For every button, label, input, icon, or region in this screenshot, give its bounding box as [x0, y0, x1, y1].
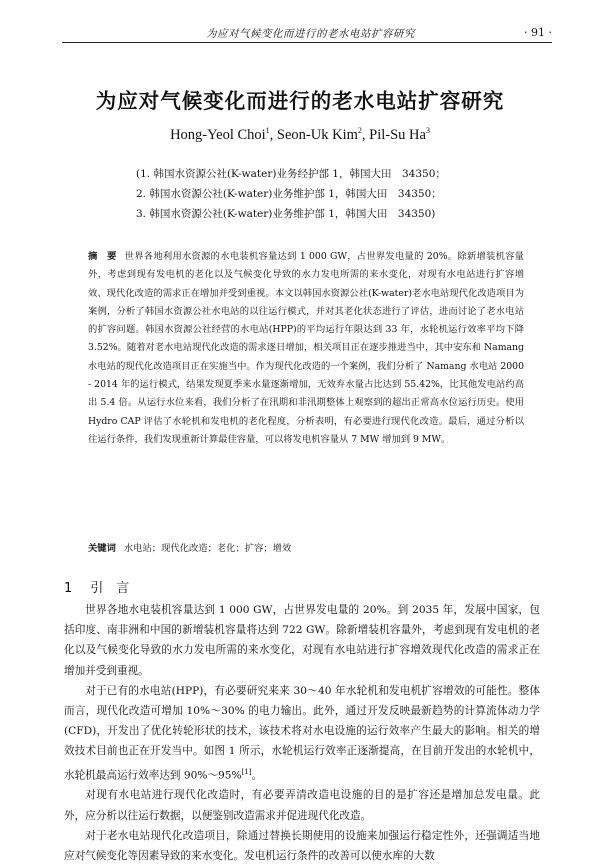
running-title: 为应对气候变化而进行的老水电站扩容研究 — [206, 28, 415, 40]
abstract-text: 世界各地利用水资源的水电装机容量达到 1 000 GW，占世界发电量的 20%。除新增装机容量外，考虑到现有发电机的老化以及气候变化导致的水力发电所需的来水变化，对现有水电站进行扩容增效、现代化改造的需求正在增加并受到重视。本文以韩国水资源公社(K-water)老水电站现代化改造项目为案例，分析了韩国水资源公社水电站的以往运行模式，并对其老化状态进行了评估，进而讨论了老水电站的扩容问题。韩国水资源公社经营的水电站(HPP)的平均运行年限达到 33 年，水轮机运行效率平均下降 3.52%。随着对老水电站现代化改造的需求逐日增加，相关项目正在逐步推进当中，其中安东和 Namang 水电站的现代化改造项目正在实施当中。作为现代化改造的一个案例，我们分析了 Namang 水电站 2000 - 2014 年的运行模式，结果发现夏季来水量逐渐增加，无效弃水量占比达到 55.42%，比其他发电站约高出 5.4 倍。从运行水位来看，我们分析了在汛期和非汛期整体上观察到的超出正常高水位运行历史。使用 Hydro CAP 评估了水轮机和发电机的老化程度，分析表明，有必要进行现代化改造。最后，通过分析以往运行条件，我们发现重新计算最佳容量，可以将发电机容量从 7 MW 增加到 9 MW。 — [88, 251, 524, 445]
affiliation-2: 2. 韩国水资源公社(K-water)业务维护部 1，韩国大田 34350； — [136, 188, 442, 200]
affiliation-3: 3. 韩国水资源公社(K-water)业务维护部 1，韩国大田 34350) — [136, 208, 436, 220]
author-sup: 3 — [425, 126, 430, 135]
keywords-text: 水电站；现代化改造；老化；扩容；增效 — [123, 543, 292, 554]
citation-ref[interactable]: [1] — [241, 767, 252, 776]
paragraph-3: 对现有水电站进行现代化改造时，有必要弄清改造电设施的目的是扩容还是增加总发电量。此外，应分析以往运行数据，以便鉴别改造需求并促进现代化改造。 — [64, 789, 540, 822]
paragraph-2 — [64, 681, 540, 786]
keywords-label: 关键词 — [88, 543, 116, 554]
author-line: Hong-Yeol Choi$^1$, Seon-Uk Kim$^2$, Pil-Su Ha$^3$ — [170, 126, 430, 143]
body-text — [64, 600, 540, 866]
paragraph-1: 世界各地水电装机容量达到 1 000 GW，占世界发电量的 20%。到 2035 年，发展中国家，包括印度、南非洲和中国的新增装机容量将达到 722 GW。除新增装机容量外，考虑到现有发电机的老化以及气候变化导致的水力发电所需的来水变化，对现有水电站进行扩容增效现代化改造的需求正在增加并受到重视。 — [64, 604, 540, 677]
author-name: Hong-Yeol Choi — [170, 126, 266, 143]
section-title: 引 言 — [90, 581, 130, 596]
paragraph-2-end: 。 — [251, 769, 263, 782]
page-number: · 91 · — [524, 26, 552, 39]
paragraph-4: 对于老水电站现代化改造项目，除通过替换长期使用的设施来加强运行稳定性外，还强调适当地应对气候变化等因素导致的来水变化。发电机运行条件的改善可以使水库的大数 — [64, 829, 540, 862]
author-name: Pil-Su Ha — [369, 126, 426, 143]
author-sup: 1 — [265, 126, 270, 135]
paper-title: 为应对气候变化而进行的老水电站扩容研究 — [95, 89, 505, 113]
affiliation-1: (1. 韩国水资源公社(K-water)业务经护部 1，韩国大田 34350； — [136, 168, 446, 180]
paragraph-2-text: 对于已有的水电站(HPP)，有必要研究来来 30～40 年水轮机和发电机扩容增效的可能性。整体而言，现代化改造可增加 10%～30% 的电力输出。此外，通过开发反映最新趋势的计算流体动力学(CFD)，开发出了优化转轮形状的技术，该技术将对水电设施的运行效率产生最大的影响。相关的增效技术目前也正在开发当中。如图 1 所示，水轮机运行效率正逐渐提高，在目前开发出的水轮机中，水轮机最高运行效率达到 90%～95% — [64, 684, 540, 782]
keywords — [88, 540, 524, 554]
abstract-label: 摘 要 — [88, 251, 117, 262]
author-name: Seon-Uk Kim — [276, 126, 358, 143]
abstract — [88, 248, 524, 449]
section-number: 1 — [64, 581, 73, 596]
running-header — [62, 26, 552, 43]
section-heading — [64, 577, 129, 596]
author-sup: 2 — [357, 126, 362, 135]
